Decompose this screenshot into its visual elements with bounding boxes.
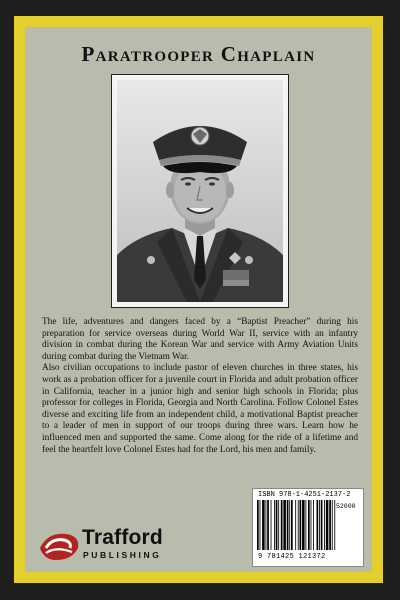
book-title: Paratrooper Chaplain	[81, 42, 316, 66]
barcode-bar	[276, 500, 278, 550]
barcode-bar	[326, 500, 329, 550]
blurb-paragraph-2: Also civilian occupations to include pastor of eleven churches in three states, his work as a probation officer for a juvenile court in Florida and adult probation officer in California, teacher in a junior high and senior high schools in Florida; plus professor for colleges in Florida, Georgia and North Carolina. Follow Colonel Estes diverse and exciting life from an independent child, a motivational Baptist preacher to a leader of men in support of our troops during three wars. Learn how he influenced men and supported the same. Come along for the ride of a lifetime and feel the heartfelt love Colonel Estes had for the Lord, his men and family.	[42, 363, 358, 455]
barcode-bar	[291, 500, 293, 550]
barcode-bar	[267, 500, 269, 550]
barcode-bar	[302, 500, 305, 550]
blurb-paragraph-1: The life, adventures and dangers faced by a “Baptist Preacher” during his preparation for service overseas during World War II, service with an infantry division in combat during the Korean War and service with Army Aviation Units during combat during the Vietnam War.	[42, 317, 358, 362]
barcode-bar	[313, 500, 314, 550]
barcode-bar	[300, 500, 302, 550]
barcode-bar	[334, 500, 335, 550]
barcode-bar	[298, 500, 299, 550]
barcode-bar	[260, 500, 261, 550]
barcode-bar	[319, 500, 320, 550]
barcode-bar	[311, 500, 312, 550]
barcode-bar	[266, 500, 267, 550]
barcode-bar	[305, 500, 306, 550]
barcode-bar	[324, 500, 325, 550]
barcode-bar	[329, 500, 331, 550]
barcode-bar	[262, 500, 265, 550]
barcode-graphic	[256, 500, 360, 552]
barcode-bar	[287, 500, 289, 550]
isbn-label: ISBN 978-1-4251-2137-2	[258, 491, 351, 499]
publisher-name: Trafford	[82, 526, 163, 549]
barcode-bar	[289, 500, 290, 550]
price-code: 52000	[336, 503, 356, 510]
barcode-bar	[308, 500, 310, 550]
barcode-bar	[274, 500, 275, 550]
barcode-bar	[295, 500, 296, 550]
barcode-bar	[278, 500, 279, 550]
barcode-bar	[332, 500, 333, 550]
portrait-illustration	[117, 80, 283, 302]
publisher-subtitle: PUBLISHING	[83, 550, 162, 560]
barcode-bar	[317, 500, 319, 550]
barcode-bar	[321, 500, 323, 550]
barcode-bar	[281, 500, 283, 550]
barcode-bar	[283, 500, 286, 550]
barcode-bar	[271, 500, 272, 550]
officer-portrait-photo	[117, 80, 283, 302]
barcode-bar	[257, 500, 259, 550]
back-cover-blurb	[42, 317, 358, 456]
barcode-digits: 9 781425 121372	[258, 553, 326, 561]
